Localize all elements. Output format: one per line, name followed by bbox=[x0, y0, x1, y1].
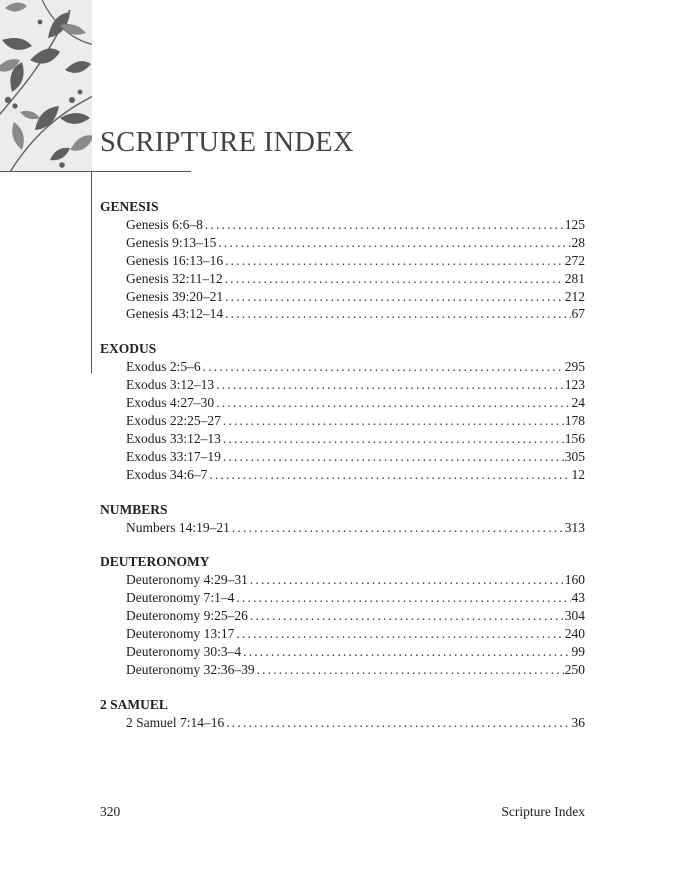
dot-leader bbox=[223, 448, 564, 466]
page-number: 28 bbox=[571, 234, 585, 250]
scripture-reference: Exodus 33:12–13 bbox=[126, 430, 221, 446]
scripture-reference: Exodus 33:17–19 bbox=[126, 448, 221, 464]
index-entry bbox=[126, 448, 585, 466]
dot-leader bbox=[226, 714, 570, 732]
page-title: SCRIPTURE INDEX bbox=[100, 127, 354, 158]
dot-leader bbox=[243, 643, 570, 661]
page-number: 24 bbox=[571, 395, 585, 411]
page-number: 250 bbox=[564, 661, 585, 677]
scripture-reference: Deuteronomy 4:29–31 bbox=[126, 572, 248, 588]
scripture-reference: Genesis 6:6–8 bbox=[126, 217, 203, 232]
index-entry bbox=[126, 234, 585, 252]
page-number: 123 bbox=[564, 377, 585, 393]
index-entry bbox=[126, 643, 585, 661]
scripture-reference: Deuteronomy 32:36–39 bbox=[126, 661, 255, 677]
scripture-reference: Genesis 16:13–16 bbox=[126, 252, 224, 268]
scripture-reference: Exodus 3:12–13 bbox=[126, 377, 215, 393]
dot-leader bbox=[223, 412, 564, 430]
dot-leader bbox=[225, 288, 564, 306]
page-number: 304 bbox=[564, 608, 585, 624]
footer-running-title: Scripture Index bbox=[501, 804, 585, 819]
page-number: 36 bbox=[571, 714, 585, 730]
index-entry bbox=[126, 358, 585, 376]
page-number: 160 bbox=[564, 572, 585, 588]
footer-page-number: 320 bbox=[100, 804, 121, 819]
index-entry bbox=[126, 252, 585, 270]
scripture-reference: Genesis 43:12–14 bbox=[126, 306, 224, 322]
scripture-reference: Deuteronomy 9:25–26 bbox=[126, 608, 248, 624]
page-number: 281 bbox=[564, 270, 585, 286]
section-heading: 2 SAMUEL bbox=[100, 696, 168, 712]
page-number: 178 bbox=[564, 413, 585, 429]
dot-leader bbox=[250, 607, 564, 625]
index-entry bbox=[126, 589, 585, 607]
dot-leader bbox=[232, 519, 564, 537]
dot-leader bbox=[250, 571, 564, 589]
scripture-index-list bbox=[0, 198, 699, 749]
page-number: 313 bbox=[564, 519, 585, 535]
page-number: 272 bbox=[564, 252, 585, 268]
index-section bbox=[0, 501, 699, 537]
index-section bbox=[0, 553, 699, 678]
dot-leader bbox=[218, 234, 570, 252]
index-entry bbox=[126, 376, 585, 394]
dot-leader bbox=[225, 305, 570, 323]
section-heading: EXODUS bbox=[100, 341, 157, 357]
index-entry bbox=[126, 270, 585, 288]
decorative-leaf-pattern bbox=[0, 0, 92, 172]
index-entry bbox=[126, 519, 585, 537]
page-number: 12 bbox=[571, 466, 585, 482]
index-entry bbox=[126, 661, 585, 679]
index-entry bbox=[126, 607, 585, 625]
dot-leader bbox=[205, 216, 564, 234]
page-number: 156 bbox=[564, 430, 585, 446]
scripture-reference: Deuteronomy 30:3–4 bbox=[126, 644, 242, 660]
page-number: 240 bbox=[564, 626, 585, 642]
index-entry bbox=[126, 305, 585, 323]
index-entry bbox=[126, 714, 585, 732]
scripture-reference: Genesis 9:13–15 bbox=[126, 234, 217, 250]
scripture-reference: Deuteronomy 7:1–4 bbox=[126, 590, 235, 606]
dot-leader bbox=[225, 252, 564, 270]
dot-leader bbox=[257, 661, 564, 679]
index-section bbox=[0, 696, 699, 732]
dot-leader bbox=[216, 394, 570, 412]
page-number: 212 bbox=[564, 288, 585, 304]
dot-leader bbox=[236, 589, 570, 607]
scripture-reference: Genesis 39:20–21 bbox=[126, 288, 224, 304]
scripture-reference: Numbers 14:19–21 bbox=[126, 519, 230, 535]
index-entry bbox=[126, 412, 585, 430]
index-entry bbox=[126, 625, 585, 643]
page-number: 43 bbox=[571, 590, 585, 606]
section-heading: GENESIS bbox=[100, 199, 159, 214]
section-heading: DEUTERONOMY bbox=[100, 554, 210, 570]
dot-leader bbox=[236, 625, 563, 643]
title-rule-horizontal bbox=[0, 171, 191, 172]
scripture-reference: Exodus 4:27–30 bbox=[126, 395, 215, 411]
page-number: 305 bbox=[564, 448, 585, 464]
dot-leader bbox=[203, 358, 564, 376]
dot-leader bbox=[209, 466, 570, 484]
index-entry bbox=[126, 216, 585, 234]
scripture-reference: Exodus 34:6–7 bbox=[126, 466, 208, 482]
index-entry bbox=[126, 288, 585, 306]
scripture-reference: Genesis 32:11–12 bbox=[126, 270, 223, 286]
index-entry bbox=[126, 394, 585, 412]
scripture-reference: 2 Samuel 7:14–16 bbox=[126, 714, 225, 730]
scripture-reference: Deuteronomy 13:17 bbox=[126, 626, 235, 642]
page-number: 295 bbox=[564, 359, 585, 375]
index-section bbox=[0, 340, 699, 483]
page-number: 99 bbox=[571, 644, 585, 660]
index-entry bbox=[126, 430, 585, 448]
page-number: 67 bbox=[571, 306, 585, 322]
page-number: 125 bbox=[564, 217, 585, 232]
scripture-reference: Exodus 22:25–27 bbox=[126, 413, 221, 429]
index-entry bbox=[126, 466, 585, 484]
dot-leader bbox=[225, 270, 564, 288]
leaf-pattern-illustration bbox=[0, 0, 92, 172]
scripture-reference: Exodus 2:5–6 bbox=[126, 359, 201, 375]
dot-leader bbox=[216, 376, 564, 394]
section-heading: NUMBERS bbox=[100, 501, 168, 517]
index-section bbox=[0, 198, 699, 323]
index-entry bbox=[126, 571, 585, 589]
dot-leader bbox=[223, 430, 564, 448]
